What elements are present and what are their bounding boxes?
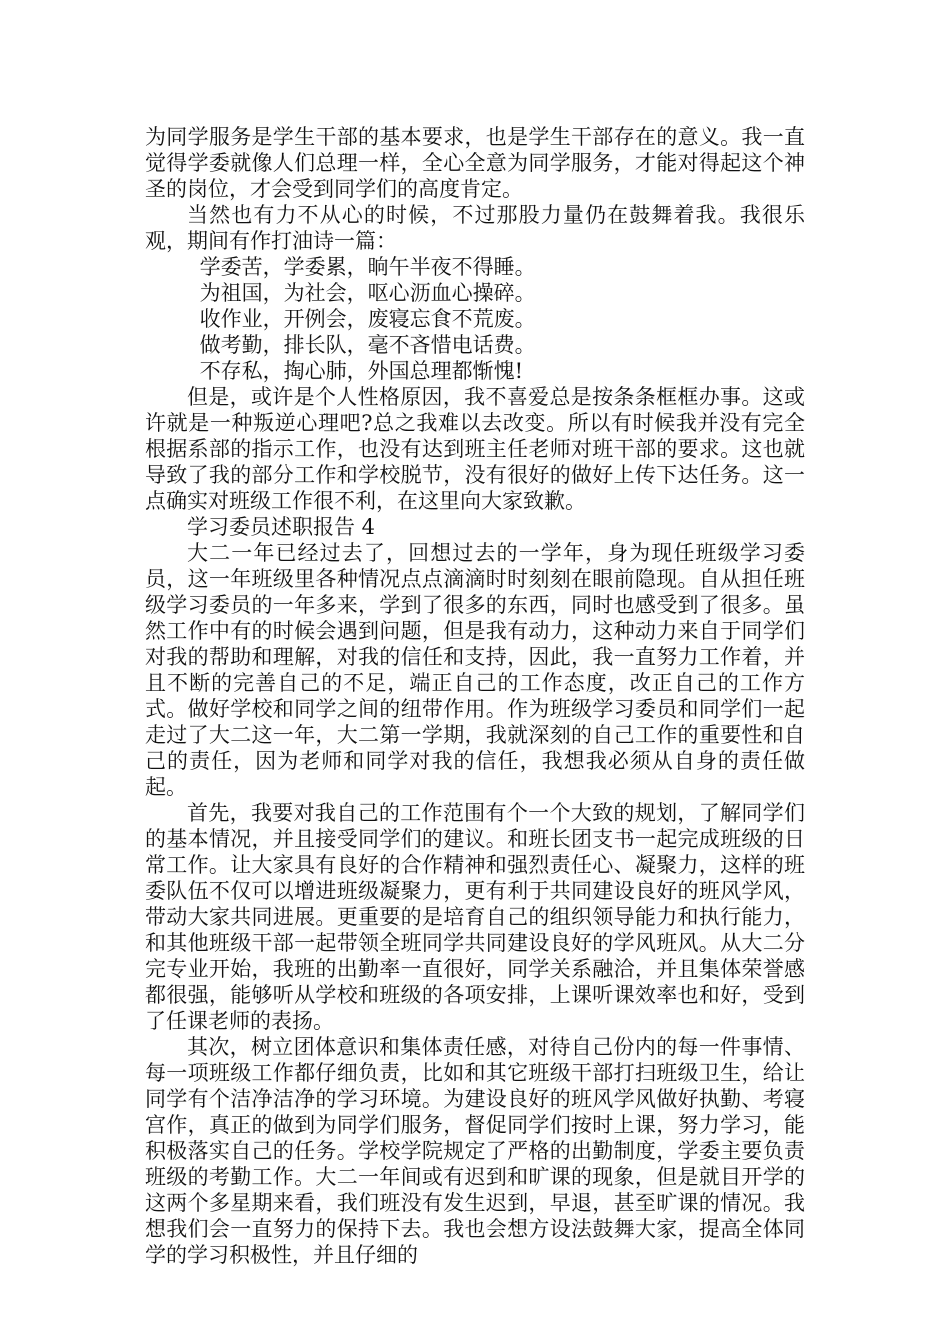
paragraph-apology: 但是，或许是个人性格原因，我不喜爱总是按条条框框办事。这或许就是一种叛逆心理吧?总之我难以去改变。所以有时候我并没有完全根据系部的指示工作，也没有达到班主任老师对班干部的要求。这也就导致了我的部分工作和学校脱节，没有很好的做好上传下达任务。这一点确实对班级工作很不利，在这里向大家致歉。	[145, 385, 805, 513]
paragraph-service: 为同学服务是学生干部的基本要求，也是学生干部存在的意义。我一直觉得学委就像人们总理一样，全心全意为同学服务，才能对得起这个神圣的岗位，才会受到同学们的高度肯定。	[145, 125, 805, 201]
paragraph-review: 大二一年已经过去了，回想过去的一学年，身为现任班级学习委员，这一年班级里各种情况点点滴滴时时刻刻在眼前隐现。自从担任班级学习委员的一年多来，学到了很多的东西，同时也感受到了很多。虽然工作中有的时候会遇到问题，但是我有动力，这种动力来自于同学们对我的帮助和理解，对我的信任和支持，因此，我一直努力工作着，并且不断的完善自己的不足，端正自己的工作态度，改正自己的工作方式。做好学校和同学之间的纽带作用。作为班级学习委员和同学们一起走过了大二这一年，大二第一学期，我就深刻的自己工作的重要性和自己的责任，因为老师和同学对我的信任，我想我必须从自身的责任做起。	[145, 541, 805, 799]
poem-line: 做考勤，排长队，毫不吝惜电话费。	[199, 333, 536, 357]
paragraph-optimism: 当然也有力不从心的时候，不过那股力量仍在鼓舞着我。我很乐观，期间有作打油诗一篇：	[145, 203, 805, 253]
poem-line: 为祖国，为社会，呕心沥血心操碎。	[199, 281, 536, 305]
poem-line: 不存私，掏心肺，外国总理都惭愧!	[199, 359, 524, 383]
document-page	[145, 124, 805, 1268]
poem	[145, 254, 805, 384]
paragraph-second: 其次，树立团体意识和集体责任感，对待自己份内的每一件事情、每一项班级工作都仔细负责，比如和其它班级干部打扫班级卫生，给让同学有个洁净洁净的学习环境。为建设良好的班风学风做好执勤、考寝宫作，真正的做到为同学们服务，督促同学们按时上课，努力学习，能积极落实自己的任务。学校学院规定了严格的出勤制度，学委主要负责班级的考勤工作。大二一年间或有迟到和旷课的现象，但是就目开学的这两个多星期来看，我们班没有发生迟到，早退，甚至旷课的情况。我想我们会一直努力的保持下去。我也会想方设法鼓舞大家，提高全体同学的学习积极性，并且仔细的	[145, 1035, 805, 1267]
poem-line: 学委苦，学委累，晌午半夜不得睡。	[199, 255, 536, 279]
poem-line: 收作业，开例会，废寝忘食不荒废。	[199, 307, 536, 331]
paragraph-first: 首先，我要对我自己的工作范围有个一个大致的规划，了解同学们的基本情况，并且接受同学们的建议。和班长团支书一起完成班级的日常工作。让大家具有良好的合作精神和强烈责任心、凝聚力，这样的班委队伍不仅可以增进班级凝聚力，更有利于共同建设良好的班风学风，带动大家共同进展。更重要的是培育自己的组织领导能力和执行能力，和其他班级干部一起带领全班同学共同建设良好的学风班风。从大二分完专业开始，我班的出勤率一直很好，同学关系融洽，并且集体荣誉感都很强，能够听从学校和班级的各项安排，上课听课效率也和好，受到了任课老师的表扬。	[145, 801, 805, 1033]
section-heading: 学习委员述职报告 4	[187, 515, 376, 539]
